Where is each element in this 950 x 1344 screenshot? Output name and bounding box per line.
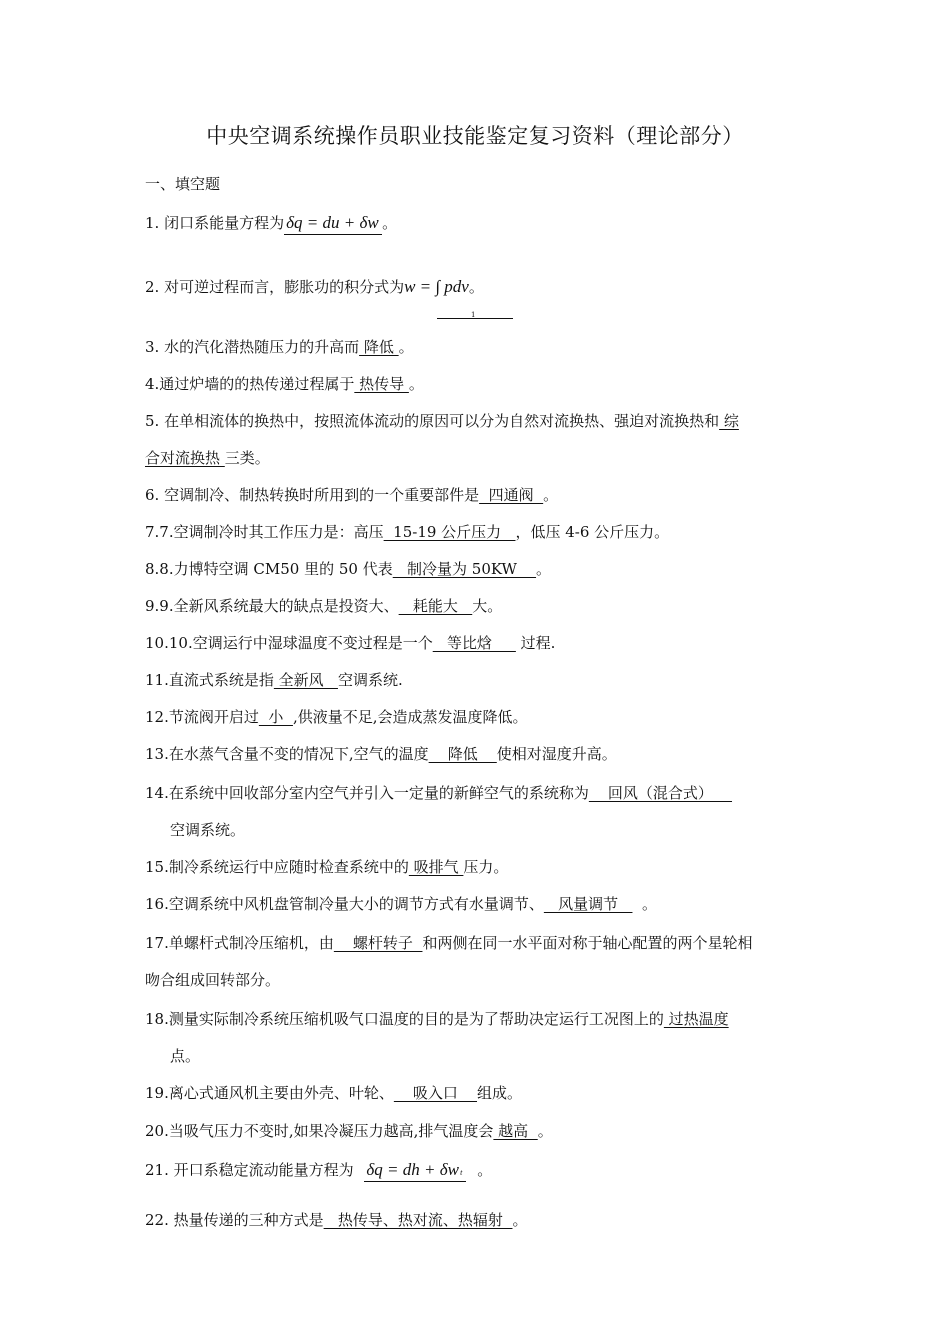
question-16: 16.空调系统中风机盘管制冷量大小的调节方式有水量调节、 风量调节 。 [145,895,658,913]
integral-lower-limit: 1 [471,311,476,319]
question-11: 11.直流式系统是指 全新风 空调系统. [145,671,403,689]
answer-11: 全新风 [273,671,338,689]
question-5-continued: 合对流换热 三类。 [145,449,270,467]
question-12: 12.节流阀开启过 小 ,供液量不足,会造成蒸发温度降低。 [145,708,528,726]
question-3: 3. 水的汽化潜热随压力的升高而 降低 。 [145,338,414,356]
question-21: 21. 开口系稳定流动能量方程为 δq = dh + δw t 。 [145,1160,815,1182]
formula-subscript-t: t [460,1168,463,1177]
question-13: 13.在水蒸气含量不变的情况下,空气的温度 降低 使相对湿度升高。 [145,745,617,763]
answer-19: 吸入口 [393,1084,478,1102]
question-2: 2. 对可逆过程而言，膨胀功的积分式为w = ∫ pdv。 [145,277,484,296]
question-17: 17.单螺杆式制冷压缩机，由 螺杆转子 和两侧在同一水平面对称于轴心配置的两个星轮相 [145,934,753,952]
question-18-continued: 点。 [170,1047,201,1065]
answer-20: 越高 [493,1122,538,1140]
question-6: 6. 空调制冷、制热转换时所用到的一个重要部件是 四通阀 。 [145,486,559,504]
answer-10: 等比焓 [432,634,516,652]
question-8: 8.8.力博特空调 CM50 里的 50 代表 制冷量为 50KW 。 [145,560,552,578]
formula-expansion-work: w = ∫ pdv [404,277,469,296]
answer-15: 吸排气 [408,858,464,876]
question-4: 4.通过炉墙的的热传递过程属于 热传导 。 [145,375,424,393]
question-14-continued: 空调系统。 [170,821,246,839]
question-18: 18.测量实际制冷系统压缩机吸气口温度的目的是为了帮助决定运行工况图上的 过热温度 [145,1010,729,1028]
question-14: 14.在系统中回收部分室内空气并引入一定量的新鲜空气的系统称为 回风（混合式） [145,784,733,802]
answer-16: 风量调节 [543,895,633,913]
formula-open-system: δq = dh + δw t [364,1160,466,1182]
answer-17: 螺杆转子 [333,934,423,952]
answer-12: 小 [258,708,293,726]
answer-6: 四通阀 [479,486,544,504]
question-15: 15.制冷系统运行中应随时检查系统中的 吸排气 压力。 [145,858,509,876]
answer-3: 降低 [359,338,399,356]
question-10: 10.10.空调运行中湿球温度不变过程是一个 等比焓 过程. [145,634,556,652]
document-title: 中央空调系统操作员职业技能鉴定复习资料（理论部分） [206,124,744,148]
answer-4: 热传导 [354,375,409,393]
question-20: 20.当吸气压力不变时,如果冷凝压力越高,排气温度会 越高 。 [145,1122,553,1140]
answer-5-part2: 合对流换热 [145,449,225,467]
answer-5-part1: 综 [719,412,739,430]
question-7: 7.7.空调制冷时其工作压力是：高压 15-19 公斤压力 ，低压 4-6 公斤压力。 [145,523,670,541]
answer-8: 制冷量为 50KW [392,560,537,578]
section-heading: 一、填空题 [145,175,221,193]
question-5: 5. 在单相流体的换热中，按照流体流动的原因可以分为自然对流换热、强迫对流换热和 综 [145,412,739,430]
question-9: 9.9.全新风系统最大的缺点是投资大、 耗能大 大。 [145,597,503,615]
answer-7: 15-19 公斤压力 [383,523,516,541]
answer-13: 降低 [428,745,497,763]
question-1: 1. 闭口系能量方程为 δq = du + δw 。 [145,213,815,235]
answer-22: 热传导、热对流、热辐射 [323,1211,513,1229]
question-17-continued: 吻合组成回转部分。 [145,971,281,989]
answer-18: 过热温度 [663,1010,729,1028]
answer-9: 耗能大 [398,597,473,615]
question-19: 19.离心式通风机主要由外壳、叶轮、 吸入口 组成。 [145,1084,523,1102]
answer-14: 回风（混合式） [588,784,733,802]
question-22: 22. 热量传递的三种方式是 热传导、热对流、热辐射 。 [145,1211,528,1229]
formula-closed-system: δq = du + δw [284,213,382,235]
